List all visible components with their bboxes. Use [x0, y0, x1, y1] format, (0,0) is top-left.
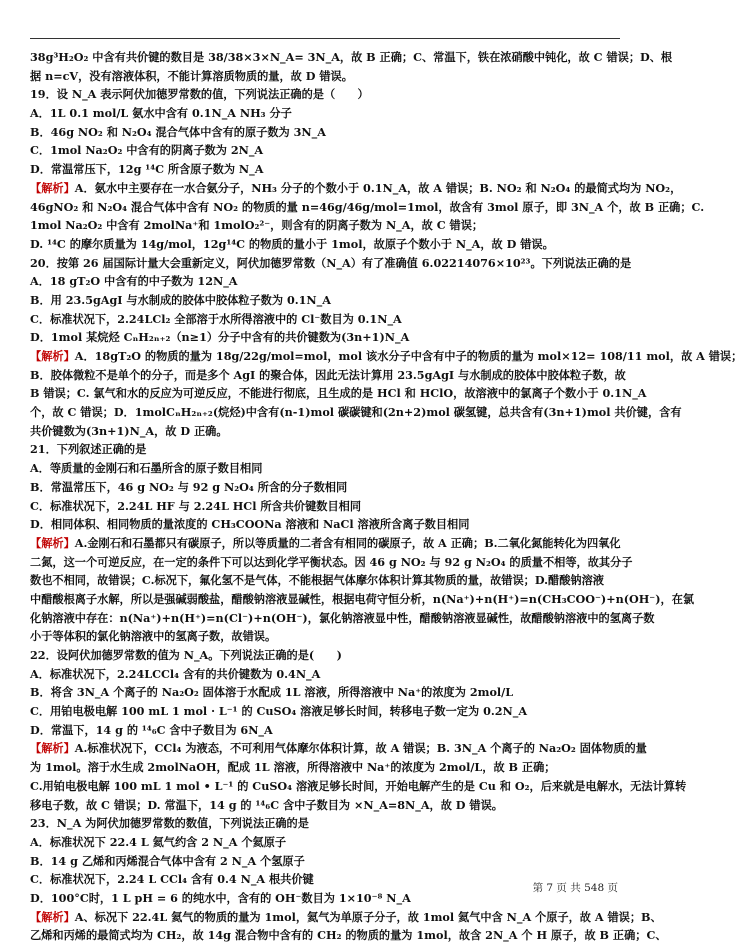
question-line: [30, 440, 620, 459]
option-line: [30, 683, 620, 702]
option-line: [30, 852, 620, 871]
analysis-line: [30, 179, 682, 198]
option-line: [30, 870, 620, 889]
line-text: C．用铂电极电解 100 mL 1 mol · L⁻¹ 的 CuSO₄ 溶液足够长时间，转移电子数一定为 0.2N_A: [30, 704, 528, 719]
page-body: [30, 48, 742, 945]
text-line: [30, 422, 620, 441]
text-line: [30, 384, 647, 403]
line-text: 22．设阿伏加德罗常数的值为 N_A。下列说法正确的是( ): [30, 648, 342, 662]
option-line: [30, 123, 620, 142]
line-text: B 错误；C. 氯气和水的反应为可逆反应，不能进行彻底，且生成的是 HCl 和 HClO，故溶液中的氯离子个数小于 0.1N_A: [30, 386, 647, 401]
line-text: 乙烯和丙烯的最简式均为 CH₂，故 14g 混合物中含有的 CH₂ 的物质的量为 1mol，故含 2N_A 个 H 原子，故 B 正确；C、: [30, 928, 667, 943]
line-text: 中醋酸根离子水解，所以是强碱弱酸盐，醋酸钠溶液显碱性，根据电荷守恒分析，n(Na⁺)+n(H⁺)=n(CH₃COO⁻)+n(OH⁻)，在氯: [30, 591, 695, 606]
line-text: 为 1mol。溶于水生成 2molNaOH，配成 1L 溶液，所得溶液中 Na⁺的浓度为 2mol/L，故 B 正确；: [30, 760, 556, 775]
line-text: C.用铂电极电解 100 mL 1 mol • L⁻¹ 的 CuSO₄ 溶液足够长时间，开始电解产生的是 Cu 和 O₂，后来就是电解水，无法计算转: [30, 778, 687, 793]
question-line: [30, 814, 620, 833]
line-text: 个，故 C 错误；D．1molCₙH₂ₙ₊₂(烷烃)中含有(n-1)mol 碳碳键和(2n+2)mol 碳氢键，总共含有(3n+1)mol 共价键，含有: [30, 405, 682, 420]
analysis-tag: 【解析】: [30, 180, 75, 195]
line-text: A.标准状况下，CCl₄ 为液态，不可利用气体摩尔体积计算，故 A 错误；B. 3N_A 个离子的 Na₂O₂ 固体物质的量: [74, 741, 647, 756]
question-line: [30, 85, 620, 104]
analysis-tag: 【解析】: [30, 909, 75, 924]
option-line: [30, 515, 620, 534]
text-line: [30, 198, 705, 217]
line-text: B．胶体微粒不是单个的分子，而是多个 AgI 的聚合体，因此无法计算用 23.5gAgI 与水制成的胶体中胶体粒子数，故: [30, 367, 626, 382]
option-line: [30, 291, 620, 310]
analysis-line: [30, 347, 742, 366]
option-line: [30, 721, 620, 740]
line-text: 化钠溶液中存在：n(Na⁺)+n(H⁺)=n(Cl⁻)+n(OH⁻)，氯化钠溶液显中性，醋酸钠溶液显碱性，故醋酸钠溶液中的氢离子数: [30, 610, 655, 625]
analysis-tag: 【解析】: [30, 349, 75, 363]
text-line: [30, 403, 682, 422]
option-line: [30, 310, 620, 329]
line-text: A．标准状况下，2.24LCCl₄ 含有的共价键数为 0.4N_A: [30, 666, 321, 681]
text-line: [30, 758, 620, 777]
line-text: A、标况下 22.4L 氦气的物质的量为 1mol，氦气为单原子分子，故 1mol 氦气中含 N_A 个原子，故 A 错误；B、: [74, 909, 662, 924]
line-text: C．标准状况下，2.24L HF 与 2.24L HCl 所含共价键数目相同: [30, 498, 362, 513]
line-text: 移电子数，故 C 错误；D. 常温下，14 g 的 ¹⁴₆C 含中子数目为 ×N_A=8N_A，故 D 错误。: [30, 797, 503, 812]
text-line: [30, 609, 655, 628]
option-line: [30, 702, 620, 721]
text-line: [30, 627, 620, 646]
line-text: 1mol Na₂O₂ 中含有 2molNa⁺和 1molO₂²⁻，则含有的阴离子数为 N_A，故 C 错误；: [30, 218, 484, 233]
analysis-tag: 【解析】: [30, 535, 75, 550]
line-text: 据 n=cV，没有溶液体积，不能计算溶质物质的量，故 D 错误。: [30, 68, 353, 83]
option-line: [30, 272, 620, 291]
line-text: A．标准状况下 22.4 L 氦气约含 2 N_A 个氦原子: [30, 834, 287, 849]
text-line: [30, 67, 620, 86]
line-text: B．常温常压下，46 g NO₂ 与 92 g N₂O₄ 所含的分子数相同: [30, 479, 348, 494]
line-text: B．46g NO₂ 和 N₂O₄ 混合气体中含有的原子数为 3N_A: [30, 124, 326, 139]
line-text: D．常温下，14 g 的 ¹⁴₆C 含中子数目为 6N_A: [30, 722, 273, 737]
question-line: [30, 646, 620, 665]
text-line: [30, 48, 673, 67]
line-text: 19．设 N_A 表示阿伏加德罗常数的值，下列说法正确的是（ ）: [30, 87, 369, 102]
line-text: D．常温常压下，12g ¹⁴C 所含原子数为 N_A: [30, 162, 264, 177]
text-line: [30, 366, 626, 385]
option-line: [30, 459, 620, 478]
line-text: 共价键数为(3n+1)N_A，故 D 正确。: [30, 423, 228, 438]
option-line: [30, 160, 620, 179]
text-line: [30, 216, 620, 235]
text-line: [30, 235, 620, 254]
analysis-line: [30, 908, 662, 927]
line-text: A.金刚石和石墨都只有碳原子，所以等质量的二者含有相同的碳原子，故 A 正确；B.二氧化氮能转化为四氧化: [74, 535, 621, 550]
text-line: [30, 926, 667, 945]
text-line: [30, 590, 695, 609]
line-text: 数也不相同，故错误；C.标况下，氟化氢不是气体，不能根据气体摩尔体积计算其物质的量，故错误；D.醋酸钠溶液: [30, 573, 604, 588]
line-text: 20．按第 26 届国际计量大会重新定义，阿伏加德罗常数（N_A）有了准确值 6.02214076×10²³。下列说法正确的是: [30, 255, 632, 270]
line-text: B．将含 3N_A 个离子的 Na₂O₂ 固体溶于水配成 1L 溶液，所得溶液中 Na⁺的浓度为 2mol/L: [30, 685, 514, 700]
option-line: [30, 833, 620, 852]
option-line: [30, 665, 620, 684]
line-text: 21．下列叙述正确的是: [30, 442, 147, 457]
line-text: D．相同体积、相同物质的量浓度的 CH₃COONa 溶液和 NaCl 溶液所含离子数目相同: [30, 517, 470, 532]
option-line: [30, 889, 620, 908]
option-line: [30, 497, 620, 516]
option-line: [30, 104, 620, 123]
line-text: A．等质量的金刚石和石墨所含的原子数目相同: [30, 461, 263, 476]
line-text: B．14 g 乙烯和丙烯混合气体中含有 2 N_A 个氢原子: [30, 853, 305, 868]
line-text: C．1mol Na₂O₂ 中含有的阴离子数为 2N_A: [30, 143, 264, 158]
line-text: A．1L 0.1 mol/L 氨水中含有 0.1N_A NH₃ 分子: [30, 106, 292, 121]
line-text: B．用 23.5gAgI 与水制成的胶体中胶体粒子数为 0.1N_A: [30, 292, 331, 307]
line-text: C．标准状况下，2.24 L CCl₄ 含有 0.4 N_A 根共价键: [30, 872, 314, 887]
line-text: 小于等体积的氯化钠溶液中的氢离子数，故错误。: [30, 629, 277, 644]
line-text: A．氨水中主要存在一水合氨分子，NH₃ 分子的个数小于 0.1N_A，故 A 错误；B. NO₂ 和 N₂O₄ 的最简式均为 NO₂，: [74, 180, 682, 195]
line-text: 23．N_A 为阿伏加德罗常数的数值，下列说法正确的是: [30, 816, 309, 831]
line-text: A．18 gT₂O 中含有的中子数为 12N_A: [30, 274, 238, 289]
line-text: A．18gT₂O 的物质的量为 18g/22g/mol=mol，mol 该水分子中含有中子的物质的量为 mol×12= 108/11 mol，故 A 错误；: [74, 349, 742, 363]
option-line: [30, 478, 620, 497]
analysis-line: [30, 739, 647, 758]
line-text: C．标准状况下，2.24LCl₂ 全部溶于水所得溶液中的 Cl⁻数目为 0.1N_A: [30, 311, 402, 326]
page-footer: 第 7 页 共 548 页: [532, 882, 618, 894]
question-line: [30, 254, 632, 273]
text-line: [30, 796, 620, 815]
text-line: [30, 777, 687, 796]
line-text: 二氮，这一个可逆反应，在一定的条件下可以达到化学平衡状态。因 46 g NO₂ 与 92 g N₂O₄ 的质量不相等，故其分子: [30, 554, 633, 569]
line-text: D．1mol 某烷烃 CₙH₂ₙ₊₂（n≥1）分子中含有的共价键数为(3n+1)N_A: [30, 330, 410, 345]
header-rule: [30, 38, 620, 39]
analysis-line: [30, 534, 620, 553]
option-line: [30, 141, 620, 160]
text-line: [30, 553, 633, 572]
line-text: D．100°C时，1 L pH = 6 的纯水中，含有的 OH⁻数目为 1×10⁻⁸ N_A: [30, 890, 411, 905]
line-text: 38g³H₂O₂ 中含有共价键的数目是 38/38×3×N_A= 3N_A，故 B 正确；C、常温下，铁在浓硝酸中钝化，故 C 错误；D、根: [30, 50, 673, 64]
text-line: [30, 571, 620, 590]
line-text: D. ¹⁴C 的摩尔质量为 14g/mol，12g¹⁴C 的物质的量小于 1mol，故原子个数小于 N_A，故 D 错误。: [30, 236, 554, 251]
line-text: 46gNO₂ 和 N₂O₄ 混合气体中含有 NO₂ 的物质的量 n=46g/46g/mol=1mol，故含有 3mol 原子，即 3N_A 个，故 B 正确；C.: [30, 199, 705, 214]
analysis-tag: 【解析】: [30, 741, 75, 756]
option-line: [30, 328, 620, 347]
